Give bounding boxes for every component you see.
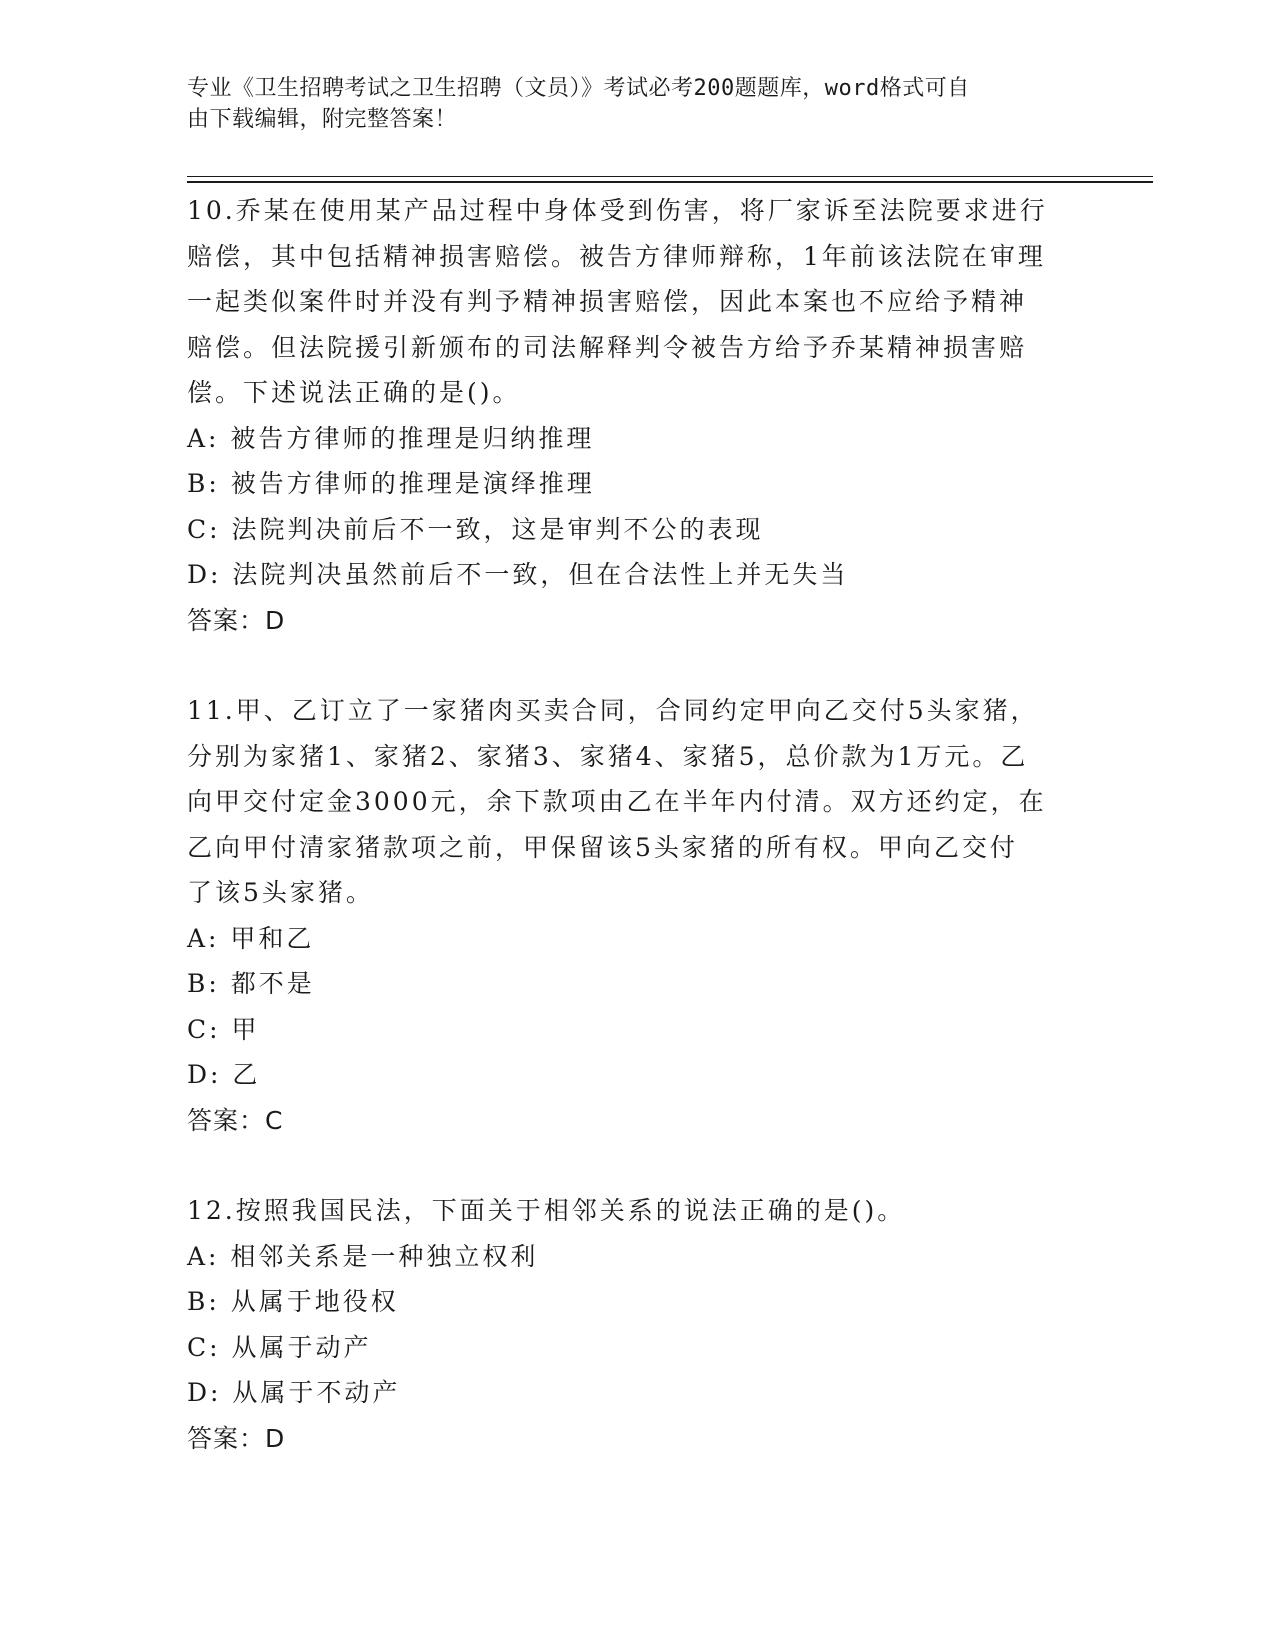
option-d: D: 乙	[187, 1060, 261, 1089]
question-10	[187, 188, 1087, 643]
option-c: C: 从属于动产	[187, 1332, 372, 1362]
header-line-1: 专业《卫生招聘考试之卫生招聘（文员）》考试必考200题题库，word格式可自	[187, 76, 970, 101]
question-spacer	[187, 643, 1087, 688]
option-b: B: 都不是	[187, 969, 315, 998]
question-stem-line: 分别为家猪1、家猪2、家猪3、家猪4、家猪5，总价款为1万元。乙	[187, 741, 1029, 771]
header-divider-thin	[187, 176, 1153, 177]
option-a: A: 被告方律师的推理是归纳推理	[187, 423, 595, 453]
document-header	[187, 73, 1087, 135]
question-stem-line: 一起类似案件时并没有判予精神损害赔偿，因此本案也不应给予精神	[187, 287, 1028, 316]
question-stem-line: 乙向甲付清家猪款项之前，甲保留该5头家猪的所有权。甲向乙交付	[187, 832, 1018, 862]
question-stem-line: 偿。下述说法正确的是()。	[187, 378, 521, 407]
header-line-2: 由下载编辑，附完整答案！	[187, 107, 458, 132]
question-stem-line: 了该5头家猪。	[187, 878, 374, 907]
question-11	[187, 688, 1087, 1143]
question-spacer	[187, 1143, 1087, 1188]
option-d: D: 从属于不动产	[187, 1378, 401, 1407]
option-d: D: 法院判决虽然前后不一致，但在合法性上并无失当	[187, 560, 849, 589]
question-stem-line: 11.甲、乙订立了一家猪肉买卖合同，合同约定甲向乙交付5头家猪，	[187, 696, 1039, 725]
option-c: C: 甲	[187, 1014, 260, 1044]
question-12	[187, 1188, 1087, 1461]
answer-line: 答案：C	[187, 1105, 284, 1135]
question-stem-line: 12.按照我国民法，下面关于相邻关系的说法正确的是()。	[187, 1196, 906, 1225]
question-list	[187, 188, 1087, 1461]
option-a: A: 甲和乙	[187, 923, 315, 953]
option-a: A: 相邻关系是一种独立权利	[187, 1241, 539, 1271]
header-divider-thick	[187, 181, 1153, 183]
question-stem-line: 10.乔某在使用某产品过程中身体受到伤害，将厂家诉至法院要求进行	[187, 196, 1048, 225]
option-b: B: 从属于地役权	[187, 1287, 399, 1316]
option-b: B: 被告方律师的推理是演绎推理	[187, 469, 595, 498]
question-stem-line: 赔偿，其中包括精神损害赔偿。被告方律师辩称，1年前该法院在审理	[187, 241, 1046, 271]
answer-line: 答案：D	[187, 1423, 286, 1453]
answer-line: 答案：D	[187, 605, 286, 635]
option-c: C: 法院判决前后不一致，这是审判不公的表现	[187, 514, 764, 544]
question-stem-line: 赔偿。但法院援引新颁布的司法解释判令被告方给予乔某精神损害赔	[187, 332, 1028, 362]
question-stem-line: 向甲交付定金3000元，余下款项由乙在半年内付清。双方还约定，在	[187, 787, 1047, 816]
